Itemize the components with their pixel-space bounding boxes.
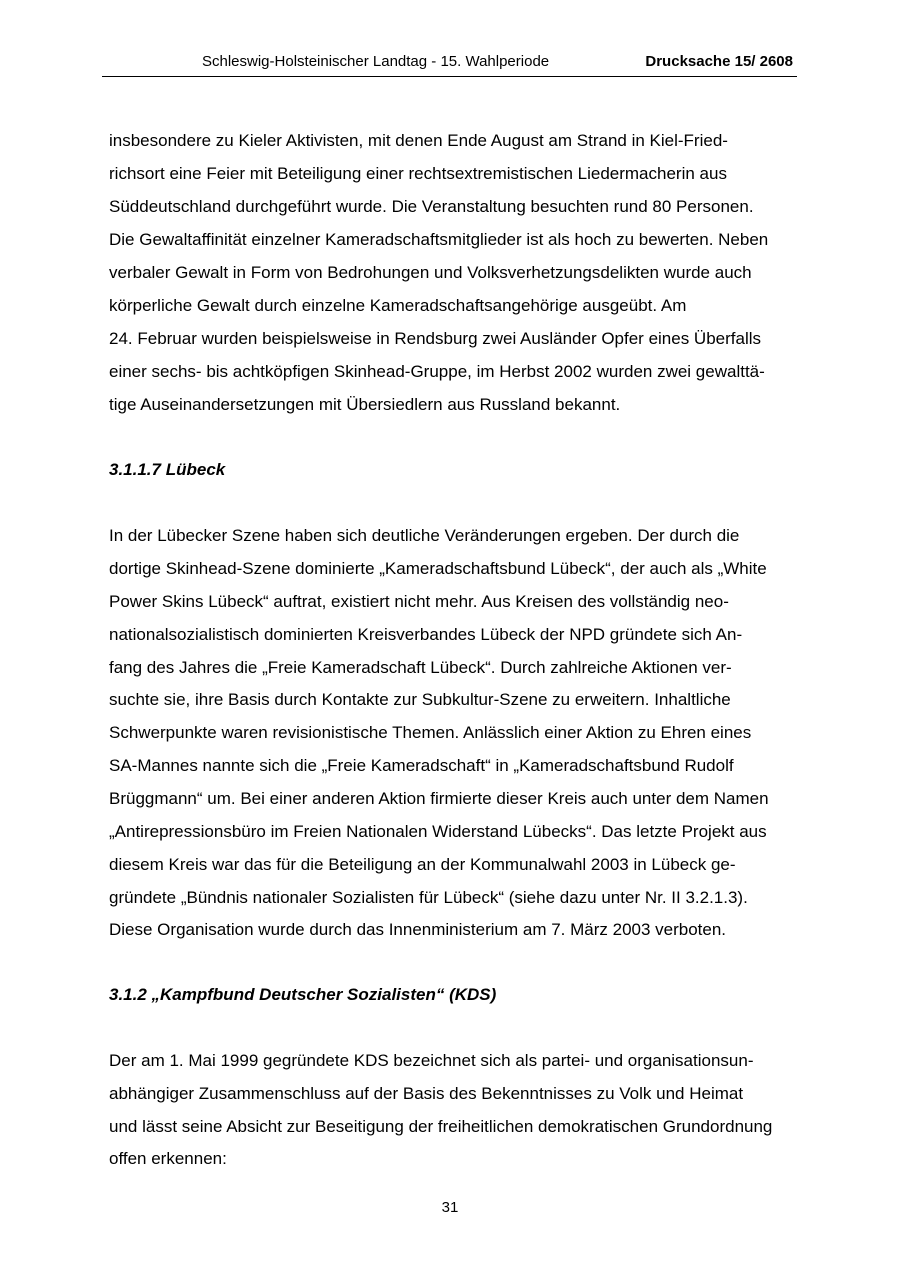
text-line: einer sechs- bis achtköpfigen Skinhead-Gruppe, im Herbst 2002 wurden zwei gewalttä- bbox=[109, 362, 765, 381]
text-line: richsort eine Feier mit Beteiligung einer rechtsextremistischen Liedermacherin aus bbox=[109, 164, 727, 183]
page-number: 31 bbox=[441, 1199, 459, 1216]
text-line: verbaler Gewalt in Form von Bedrohungen und Volksverhetzungsdelikten wurde auch bbox=[109, 263, 752, 282]
header-doc-number: Drucksache 15/ 2608 bbox=[645, 53, 793, 70]
page-header bbox=[102, 52, 797, 77]
section-heading-kds: 3.1.2 „Kampfbund Deutscher Sozialisten“ (KDS) bbox=[109, 985, 497, 1004]
text-line: abhängiger Zusammenschluss auf der Basis des Bekenntnisses zu Volk und Heimat bbox=[109, 1084, 744, 1103]
text-line: diesem Kreis war das für die Beteiligung an der Kommunalwahl 2003 in Lübeck ge- bbox=[109, 855, 736, 874]
text-line: In der Lübecker Szene haben sich deutliche Veränderungen ergeben. Der durch die bbox=[109, 526, 740, 545]
text-line: gründete „Bündnis nationaler Sozialisten für Lübeck“ (siehe dazu unter Nr. II 3.2.1.3). bbox=[109, 888, 748, 907]
section-heading-luebeck: 3.1.1.7 Lübeck bbox=[109, 460, 226, 479]
text-line: „Antirepressionsbüro im Freien Nationalen Widerstand Lübecks“. Das letzte Projekt aus bbox=[109, 822, 767, 841]
header-title: Schleswig-Holsteinischer Landtag - 15. Wahlperiode bbox=[202, 53, 550, 70]
text-line: suchte sie, ihre Basis durch Kontakte zur Subkultur-Szene zu erweitern. Inhaltliche bbox=[109, 690, 731, 709]
text-line: fang des Jahres die „Freie Kameradschaft Lübeck“. Durch zahlreiche Aktionen ver- bbox=[109, 658, 732, 677]
text-line: 24. Februar wurden beispielsweise in Rendsburg zwei Ausländer Opfer eines Überfalls bbox=[109, 329, 762, 348]
text-line: SA-Mannes nannte sich die „Freie Kameradschaft“ in „Kameradschaftsbund Rudolf bbox=[109, 756, 734, 775]
text-line: dortige Skinhead-Szene dominierte „Kameradschaftsbund Lübeck“, der auch als „White bbox=[109, 559, 767, 578]
text-line: nationalsozialistisch dominierten Kreisverbandes Lübeck der NPD gründete sich An- bbox=[109, 625, 743, 644]
text-line: Diese Organisation wurde durch das Innenministerium am 7. März 2003 verboten. bbox=[109, 920, 727, 939]
text-line: Die Gewaltaffinität einzelner Kameradschaftsmitglieder ist als hoch zu bewerten. Neben bbox=[109, 230, 769, 249]
text-line: insbesondere zu Kieler Aktivisten, mit denen Ende August am Strand in Kiel-Fried- bbox=[109, 131, 728, 150]
text-line: körperliche Gewalt durch einzelne Kameradschaftsangehörige ausgeübt. Am bbox=[109, 296, 687, 315]
text-line: Schwerpunkte waren revisionistische Themen. Anlässlich einer Aktion zu Ehren eines bbox=[109, 723, 752, 742]
text-line: Süddeutschland durchgeführt wurde. Die Veranstaltung besuchten rund 80 Personen. bbox=[109, 197, 754, 216]
text-line: Der am 1. Mai 1999 gegründete KDS bezeichnet sich als partei- und organisationsun- bbox=[109, 1051, 754, 1070]
text-line: tige Auseinandersetzungen mit Übersiedlern aus Russland bekannt. bbox=[109, 395, 621, 414]
text-line: Power Skins Lübeck“ auftrat, existiert nicht mehr. Aus Kreisen des vollständig neo- bbox=[109, 592, 729, 611]
text-line: offen erkennen: bbox=[109, 1149, 227, 1168]
text-line: Brüggmann“ um. Bei einer anderen Aktion firmierte dieser Kreis auch unter dem Namen bbox=[109, 789, 769, 808]
text-line: und lässt seine Absicht zur Beseitigung der freiheitlichen demokratischen Grundordnung bbox=[109, 1117, 773, 1136]
